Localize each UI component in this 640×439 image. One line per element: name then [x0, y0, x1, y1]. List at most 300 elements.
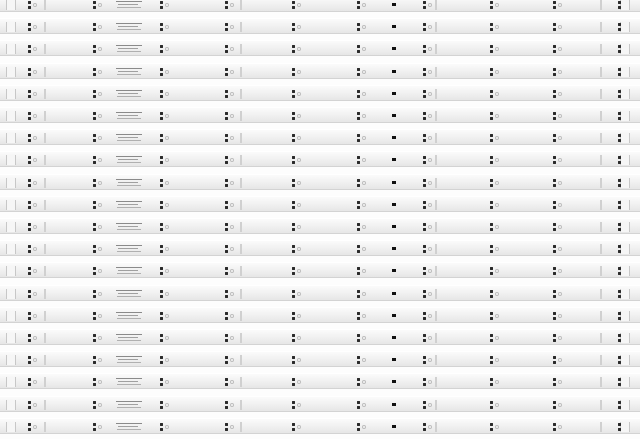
led-chip — [28, 90, 31, 93]
printed-label — [116, 1, 142, 2]
printed-label — [117, 162, 141, 163]
led-chip — [225, 134, 228, 137]
led-chip — [490, 6, 493, 9]
led-chip — [225, 339, 228, 342]
printed-label — [118, 48, 138, 49]
led-lens — [98, 70, 102, 74]
led-chip — [160, 383, 163, 386]
strip-tab — [240, 178, 242, 188]
strip-tab — [240, 377, 242, 387]
strip-tab — [600, 400, 602, 410]
led-chip — [225, 112, 228, 115]
led-chip — [357, 90, 360, 93]
led-chip — [225, 312, 228, 315]
led-chip — [93, 112, 96, 115]
led-lens — [33, 47, 37, 51]
led-chip — [93, 95, 96, 98]
led-lens — [98, 292, 102, 296]
printed-label — [118, 315, 138, 316]
led-lens — [428, 247, 432, 251]
connector-pad — [392, 92, 396, 95]
connector-pad — [392, 380, 396, 383]
led-chip — [357, 6, 360, 9]
connector-pad — [392, 203, 396, 206]
led-chip — [553, 28, 556, 31]
led-lens — [297, 425, 301, 429]
led-lens — [98, 336, 102, 340]
led-lens — [362, 314, 366, 318]
led-chip — [490, 423, 493, 426]
led-lens — [33, 3, 37, 7]
printed-label — [118, 404, 138, 405]
led-chip — [553, 161, 556, 164]
led-lens — [558, 25, 562, 29]
led-lens — [33, 203, 37, 207]
led-chip — [490, 184, 493, 187]
led-chip — [28, 1, 31, 4]
led-lens — [495, 25, 499, 29]
led-lens — [428, 380, 432, 384]
led-chip — [423, 90, 426, 93]
printed-label — [116, 134, 142, 135]
led-chip — [292, 406, 295, 409]
led-chip — [553, 45, 556, 48]
led-strip — [0, 40, 640, 56]
strip-tab — [435, 244, 437, 254]
strip-tab — [600, 155, 602, 165]
strip-tab — [600, 178, 602, 188]
mounting-hole — [6, 266, 16, 276]
led-chip — [423, 272, 426, 275]
led-chip — [225, 223, 228, 226]
mounting-hole — [6, 22, 16, 32]
led-chip — [28, 134, 31, 137]
led-chip — [160, 50, 163, 53]
led-lens — [98, 269, 102, 273]
led-chip — [292, 50, 295, 53]
led-chip — [357, 295, 360, 298]
led-chip — [28, 161, 31, 164]
led-chip — [28, 267, 31, 270]
led-lens — [558, 403, 562, 407]
led-chip — [490, 50, 493, 53]
strip-tab — [435, 311, 437, 321]
led-chip — [160, 112, 163, 115]
strip-tab — [240, 422, 242, 432]
led-chip — [618, 423, 621, 426]
led-lens — [165, 292, 169, 296]
led-chip — [553, 156, 556, 159]
led-lens — [165, 158, 169, 162]
led-chip — [423, 68, 426, 71]
led-lens — [495, 314, 499, 318]
mounting-hole — [6, 222, 16, 232]
led-chip — [292, 383, 295, 386]
strip-tab — [44, 200, 46, 210]
strip-tab — [435, 0, 437, 10]
led-chip — [225, 95, 228, 98]
printed-label — [118, 71, 138, 72]
led-chip — [490, 156, 493, 159]
led-chip — [423, 45, 426, 48]
led-chip — [93, 139, 96, 142]
led-strip — [0, 240, 640, 256]
led-chip — [618, 245, 621, 248]
printed-label — [118, 115, 138, 116]
led-strip — [0, 418, 640, 434]
printed-label — [117, 96, 141, 97]
printed-label — [118, 204, 138, 205]
led-chip — [357, 68, 360, 71]
led-chip — [357, 290, 360, 293]
led-chip — [490, 139, 493, 142]
mounting-hole — [6, 155, 16, 165]
mounting-hole — [620, 244, 630, 254]
strip-tab — [44, 178, 46, 188]
led-chip — [618, 383, 621, 386]
mounting-hole — [6, 333, 16, 343]
led-chip — [490, 383, 493, 386]
led-chip — [28, 378, 31, 381]
connector-pad — [392, 358, 396, 361]
mounting-hole — [620, 289, 630, 299]
strip-tab — [435, 155, 437, 165]
led-chip — [28, 45, 31, 48]
led-lens — [362, 358, 366, 362]
led-chip — [225, 184, 228, 187]
strip-tab — [44, 89, 46, 99]
led-chip — [225, 1, 228, 4]
led-chip — [225, 267, 228, 270]
printed-label — [116, 45, 142, 46]
led-lens — [558, 136, 562, 140]
led-chip — [292, 68, 295, 71]
connector-pad — [392, 136, 396, 139]
led-lens — [98, 114, 102, 118]
led-chip — [292, 28, 295, 31]
led-chip — [423, 317, 426, 320]
led-chip — [225, 361, 228, 364]
strip-tab — [44, 133, 46, 143]
led-chip — [553, 356, 556, 359]
strip-tab — [600, 422, 602, 432]
led-strip — [0, 107, 640, 123]
strip-tab — [435, 333, 437, 343]
mounting-hole — [620, 133, 630, 143]
printed-label — [117, 207, 141, 208]
led-chip — [490, 267, 493, 270]
led-chip — [225, 428, 228, 431]
led-chip — [160, 139, 163, 142]
connector-pad — [392, 247, 396, 250]
strip-tab — [240, 133, 242, 143]
led-chip — [553, 378, 556, 381]
connector-pad — [392, 403, 396, 406]
led-chip — [225, 423, 228, 426]
mounting-hole — [6, 355, 16, 365]
connector-pad — [392, 47, 396, 50]
led-lens — [558, 380, 562, 384]
printed-label — [116, 356, 142, 357]
led-strip — [0, 396, 640, 412]
printed-label — [116, 23, 142, 24]
connector-pad — [392, 158, 396, 161]
led-lens — [33, 158, 37, 162]
led-chip — [553, 184, 556, 187]
led-chip — [160, 134, 163, 137]
mounting-hole — [620, 155, 630, 165]
led-chip — [423, 401, 426, 404]
led-chip — [423, 295, 426, 298]
led-lens — [165, 247, 169, 251]
led-lens — [495, 158, 499, 162]
mounting-hole — [620, 355, 630, 365]
led-lens — [297, 3, 301, 7]
led-chip — [423, 112, 426, 115]
led-lens — [297, 247, 301, 251]
led-lens — [230, 114, 234, 118]
led-chip — [423, 290, 426, 293]
mounting-hole — [620, 89, 630, 99]
led-chip — [292, 401, 295, 404]
led-chip — [28, 401, 31, 404]
led-lens — [33, 425, 37, 429]
strip-tab — [240, 222, 242, 232]
led-lens — [428, 3, 432, 7]
led-lens — [297, 269, 301, 273]
led-chip — [423, 267, 426, 270]
led-chip — [553, 90, 556, 93]
led-chip — [225, 317, 228, 320]
led-chip — [160, 206, 163, 209]
led-chip — [225, 73, 228, 76]
led-chip — [423, 423, 426, 426]
led-chip — [160, 95, 163, 98]
led-chip — [28, 356, 31, 359]
led-lens — [558, 92, 562, 96]
led-chip — [357, 245, 360, 248]
mounting-hole — [6, 422, 16, 432]
led-chip — [357, 406, 360, 409]
led-chip — [160, 290, 163, 293]
strip-tab — [240, 22, 242, 32]
led-lens — [495, 203, 499, 207]
led-lens — [33, 114, 37, 118]
led-chip — [423, 312, 426, 315]
led-chip — [292, 267, 295, 270]
printed-label — [117, 296, 141, 297]
strip-tab — [44, 289, 46, 299]
led-chip — [292, 201, 295, 204]
led-lens — [428, 203, 432, 207]
strip-tab — [240, 44, 242, 54]
led-chip — [160, 161, 163, 164]
led-chip — [357, 378, 360, 381]
led-chip — [28, 68, 31, 71]
led-chip — [28, 184, 31, 187]
led-chip — [225, 383, 228, 386]
led-chip — [423, 6, 426, 9]
led-chip — [93, 23, 96, 26]
mounting-hole — [6, 0, 16, 10]
connector-pad — [392, 114, 396, 117]
printed-label — [117, 51, 141, 52]
led-chip — [618, 68, 621, 71]
led-lens — [165, 314, 169, 318]
led-lens — [495, 425, 499, 429]
led-chip — [618, 23, 621, 26]
printed-label — [118, 270, 138, 271]
led-chip — [553, 23, 556, 26]
led-chip — [490, 312, 493, 315]
led-chip — [618, 339, 621, 342]
led-strip — [0, 196, 640, 212]
led-lens — [33, 336, 37, 340]
led-chip — [553, 406, 556, 409]
led-chip — [292, 117, 295, 120]
strip-tab — [435, 200, 437, 210]
strip-tab — [435, 355, 437, 365]
led-chip — [160, 201, 163, 204]
led-lens — [33, 269, 37, 273]
led-lens — [165, 114, 169, 118]
led-lens — [495, 247, 499, 251]
led-chip — [490, 45, 493, 48]
led-chip — [553, 295, 556, 298]
led-chip — [490, 68, 493, 71]
led-lens — [558, 203, 562, 207]
printed-label — [117, 140, 141, 141]
led-chip — [357, 184, 360, 187]
strip-tab — [435, 44, 437, 54]
led-lens — [428, 47, 432, 51]
printed-label — [118, 159, 138, 160]
strip-tab — [44, 155, 46, 165]
strip-tab — [44, 222, 46, 232]
led-lens — [98, 247, 102, 251]
led-lens — [230, 92, 234, 96]
printed-label — [116, 90, 142, 91]
led-lens — [495, 336, 499, 340]
printed-label — [118, 381, 138, 382]
connector-pad — [392, 3, 396, 6]
mounting-hole — [6, 133, 16, 143]
strip-tab — [600, 0, 602, 10]
led-chip — [28, 317, 31, 320]
mounting-hole — [620, 67, 630, 77]
led-chip — [618, 406, 621, 409]
printed-label — [116, 201, 142, 202]
led-chip — [357, 317, 360, 320]
led-strip — [0, 63, 640, 79]
led-lens — [428, 403, 432, 407]
led-chip — [423, 28, 426, 31]
printed-label — [117, 29, 141, 30]
led-chip — [225, 68, 228, 71]
strip-tab — [435, 89, 437, 99]
led-chip — [93, 290, 96, 293]
led-chip — [225, 228, 228, 231]
led-chip — [160, 334, 163, 337]
printed-label — [117, 251, 141, 252]
strip-tab — [435, 289, 437, 299]
led-chip — [93, 184, 96, 187]
led-lens — [230, 225, 234, 229]
led-strip — [0, 129, 640, 145]
led-chip — [423, 428, 426, 431]
led-chip — [93, 223, 96, 226]
led-lens — [165, 358, 169, 362]
strip-tab — [435, 22, 437, 32]
led-chip — [357, 156, 360, 159]
strip-tab — [240, 289, 242, 299]
led-lens — [98, 92, 102, 96]
led-chip — [28, 228, 31, 231]
led-lens — [362, 269, 366, 273]
led-chip — [28, 312, 31, 315]
led-chip — [618, 45, 621, 48]
led-lens — [495, 181, 499, 185]
led-chip — [423, 117, 426, 120]
led-chip — [93, 161, 96, 164]
led-lens — [362, 3, 366, 7]
led-chip — [160, 361, 163, 364]
led-lens — [495, 380, 499, 384]
led-lens — [33, 92, 37, 96]
led-chip — [357, 73, 360, 76]
printed-label — [116, 267, 142, 268]
led-chip — [225, 272, 228, 275]
printed-label — [118, 293, 138, 294]
led-chip — [357, 401, 360, 404]
strip-tab — [240, 333, 242, 343]
led-chip — [93, 50, 96, 53]
led-chip — [28, 290, 31, 293]
led-lens — [98, 203, 102, 207]
led-lens — [558, 181, 562, 185]
led-chip — [93, 206, 96, 209]
printed-label — [118, 426, 138, 427]
led-chip — [618, 156, 621, 159]
led-chip — [28, 201, 31, 204]
led-lens — [558, 47, 562, 51]
led-lens — [558, 158, 562, 162]
printed-label — [116, 179, 142, 180]
led-chip — [357, 134, 360, 137]
led-chip — [618, 361, 621, 364]
led-chip — [553, 134, 556, 137]
led-chip — [93, 428, 96, 431]
led-chip — [357, 272, 360, 275]
led-chip — [553, 206, 556, 209]
led-chip — [225, 179, 228, 182]
led-chip — [225, 50, 228, 53]
printed-label — [117, 74, 141, 75]
led-chip — [357, 112, 360, 115]
led-chip — [225, 28, 228, 31]
led-chip — [553, 401, 556, 404]
led-lens — [495, 358, 499, 362]
led-lens — [230, 47, 234, 51]
printed-label — [116, 156, 142, 157]
led-chip — [357, 95, 360, 98]
led-chip — [160, 73, 163, 76]
led-lens — [428, 92, 432, 96]
led-lens — [362, 203, 366, 207]
led-chip — [553, 50, 556, 53]
led-chip — [357, 267, 360, 270]
led-chip — [618, 401, 621, 404]
